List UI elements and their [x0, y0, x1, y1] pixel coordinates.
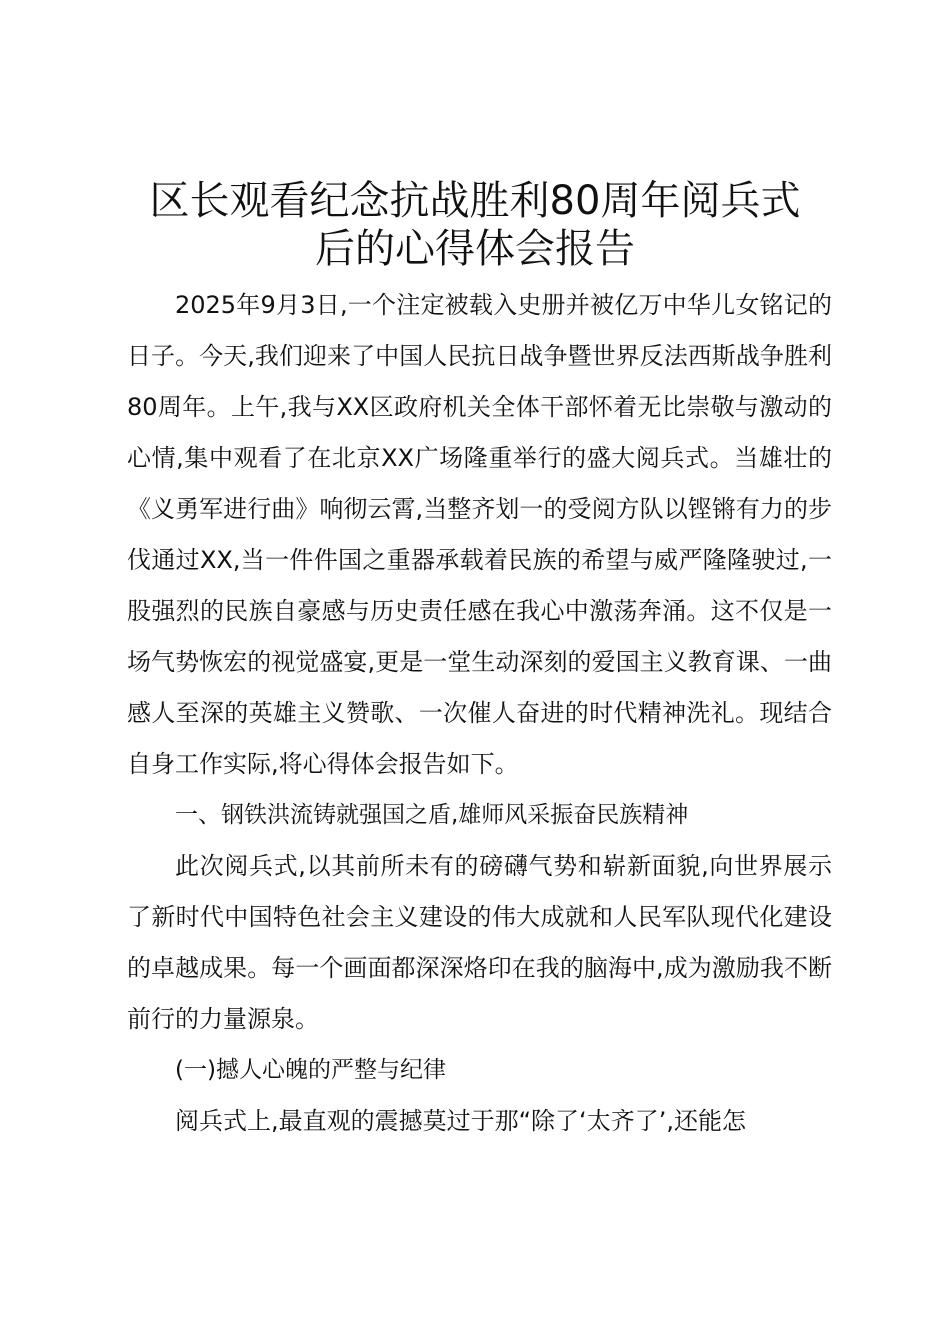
intro-paragraph: 2025年9月3日,一个注定被载入史册并被亿万中华儿女铭记的日子。今天,我们迎来了中国人民抗日战争暨世界反法西斯战争胜利80周年。上午,我与XX区政府机关全体干部怀着无比崇敬与激动的心情,集中观看了在北京XX广场隆重举行的盛大阅兵式。当雄壮的《义勇军进行曲》响彻云霄,当整齐划一的受阅方队以铿锵有力的步伐通过XX,当一件件国之重器承载着民族的希望与威严隆隆驶过,一股强烈的民族自豪感与历史责任感在我心中激荡奔涌。这不仅是一场气势恢宏的视觉盛宴,更是一堂生动深刻的爱国主义教育课、一曲感人至深的英雄主义赞歌、一次催人奋进的时代精神洗礼。现结合自身工作实际,将心得体会报告如下。: [127, 291, 832, 778]
section-heading-1: 一、钢铁洪流铸就强国之盾,雄师风采振奋民族精神: [175, 802, 689, 828]
title-line-1: 区长观看纪念抗战胜利80周年阅兵式: [149, 178, 801, 224]
document-body: [127, 280, 832, 1147]
subsection-heading-1: (一)撼人心魄的严整与纪律: [175, 1057, 446, 1083]
document-title: [60, 177, 890, 273]
subsection-1-paragraph: 阅兵式上,最直观的震撼莫过于那“除了‘太齐了’,还能怎: [175, 1107, 746, 1135]
title-line-2: 后的心得体会报告: [315, 226, 635, 272]
section-1-paragraph: 此次阅兵式,以其前所未有的磅礴气势和崭新面貌,向世界展示了新时代中国特色社会主义建设的伟大成就和人民军队现代化建设的卓越成果。每一个画面都深深烙印在我的脑海中,成为激励我不断前行的力量源泉。: [127, 852, 832, 1033]
